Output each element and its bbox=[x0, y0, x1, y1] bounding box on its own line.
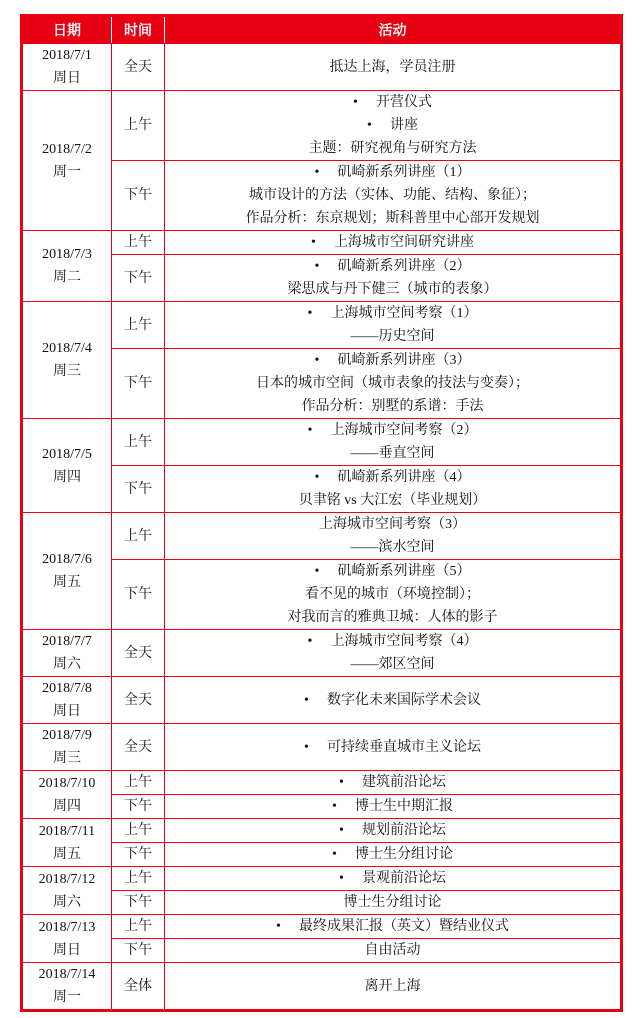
time-cell: 下午 bbox=[112, 349, 165, 419]
activity-line: 贝聿铭 vs 大江宏（毕业规划） bbox=[298, 493, 487, 508]
date-cell bbox=[22, 867, 112, 915]
weekday-text: 周日 bbox=[53, 71, 81, 86]
schedule-row bbox=[22, 939, 622, 963]
date-text: 2018/7/3 bbox=[42, 247, 92, 262]
activity-bullet-line: • 矶崎新系列讲座（1） bbox=[165, 161, 620, 184]
date-cell bbox=[22, 819, 112, 867]
date-text: 2018/7/11 bbox=[38, 823, 96, 839]
activity-line: ——历史空间 bbox=[350, 329, 435, 344]
time-cell: 上午 bbox=[112, 915, 165, 939]
weekday-text: 周日 bbox=[53, 942, 81, 958]
activity-line: 梁思成与丹下健三（城市的表象） bbox=[287, 282, 498, 297]
date-cell bbox=[22, 513, 112, 630]
activity-bullet-line: • 开营仪式 bbox=[165, 91, 620, 114]
date-cell bbox=[22, 677, 112, 724]
activity-bullet-line: • 数字化未来国际学术会议 bbox=[165, 689, 620, 712]
schedule-row bbox=[22, 91, 622, 161]
time-cell: 下午 bbox=[112, 795, 165, 819]
date-cell bbox=[22, 302, 112, 419]
time-cell: 上午 bbox=[112, 91, 165, 161]
activity-cell bbox=[165, 231, 622, 255]
time-cell: 上午 bbox=[112, 302, 165, 349]
activity-line: 作品分析：别墅的系谱：手法 bbox=[301, 399, 484, 414]
activity-bullet-line: • 景观前沿论坛 bbox=[165, 867, 620, 890]
schedule-row bbox=[22, 819, 622, 843]
weekday-text: 周四 bbox=[53, 798, 81, 814]
weekday-text: 周一 bbox=[53, 990, 81, 1005]
schedule-row bbox=[22, 771, 622, 795]
activity-line: 城市设计的方法（实体、功能、结构、象征）； bbox=[249, 188, 536, 203]
activity-bullet-line: • 矶崎新系列讲座（2） bbox=[165, 255, 620, 278]
activity-bullet-line: • 讲座 bbox=[165, 114, 620, 137]
time-cell: 全天 bbox=[112, 630, 165, 677]
weekday-text: 周三 bbox=[53, 364, 81, 379]
schedule-row bbox=[22, 513, 622, 560]
date-text: 2018/7/9 bbox=[42, 728, 92, 743]
header-time: 时间 bbox=[112, 16, 165, 44]
time-cell: 上午 bbox=[112, 419, 165, 466]
time-cell: 上午 bbox=[112, 513, 165, 560]
schedule-container bbox=[20, 14, 620, 1005]
activity-cell bbox=[165, 560, 622, 630]
activity-line: ——郊区空间 bbox=[350, 657, 435, 672]
time-cell: 下午 bbox=[112, 466, 165, 513]
activity-cell bbox=[165, 724, 622, 771]
activity-line: ——垂直空间 bbox=[350, 446, 435, 461]
header-date: 日期 bbox=[22, 16, 112, 44]
schedule-row bbox=[22, 255, 622, 302]
weekday-text: 周一 bbox=[53, 164, 81, 180]
schedule-table bbox=[20, 14, 623, 1012]
header-row bbox=[22, 16, 622, 44]
activity-line: 离开上海 bbox=[364, 978, 421, 994]
time-cell: 下午 bbox=[112, 560, 165, 630]
weekday-text: 周五 bbox=[53, 846, 81, 862]
time-cell: 上午 bbox=[112, 771, 165, 795]
date-text: 2018/7/6 bbox=[42, 552, 92, 567]
activity-bullet-line: • 博士生分组讨论 bbox=[165, 843, 620, 866]
weekday-text: 周六 bbox=[53, 894, 81, 910]
activity-cell bbox=[165, 255, 622, 302]
schedule-row bbox=[22, 915, 622, 939]
time-cell: 下午 bbox=[112, 891, 165, 915]
date-text: 2018/7/1 bbox=[42, 48, 92, 63]
date-text: 2018/7/13 bbox=[38, 919, 96, 935]
activity-cell bbox=[165, 867, 622, 891]
time-cell: 下午 bbox=[112, 255, 165, 302]
time-cell: 全体 bbox=[112, 963, 165, 1011]
activity-line: 自由活动 bbox=[364, 943, 421, 958]
date-text: 2018/7/4 bbox=[42, 341, 92, 356]
activity-line: 上海城市空间考察（3） bbox=[319, 517, 466, 532]
activity-cell bbox=[165, 419, 622, 466]
date-text: 2018/7/14 bbox=[38, 967, 96, 982]
activity-bullet-line: • 博士生中期汇报 bbox=[165, 795, 620, 818]
activity-bullet-line: • 建筑前沿论坛 bbox=[165, 771, 620, 794]
activity-cell bbox=[165, 91, 622, 161]
schedule-row bbox=[22, 724, 622, 771]
schedule-row bbox=[22, 349, 622, 419]
weekday-text: 周二 bbox=[53, 270, 81, 285]
activity-line: 博士生分组讨论 bbox=[343, 895, 442, 910]
activity-cell bbox=[165, 819, 622, 843]
activity-bullet-line: • 矶崎新系列讲座（3） bbox=[165, 349, 620, 372]
activity-cell bbox=[165, 771, 622, 795]
activity-cell bbox=[165, 44, 622, 91]
activity-cell bbox=[165, 891, 622, 915]
activity-bullet-line: • 上海城市空间考察（1） bbox=[165, 302, 620, 325]
date-cell bbox=[22, 630, 112, 677]
date-cell bbox=[22, 91, 112, 231]
activity-bullet-line: • 上海城市空间研究讲座 bbox=[165, 231, 620, 254]
header-activity: 活动 bbox=[165, 16, 622, 44]
activity-line: 抵达上海，学员注册 bbox=[329, 59, 456, 75]
activity-cell bbox=[165, 513, 622, 560]
activity-line: ——滨水空间 bbox=[350, 540, 435, 555]
time-cell: 全天 bbox=[112, 677, 165, 724]
schedule-row bbox=[22, 867, 622, 891]
activity-cell bbox=[165, 843, 622, 867]
activity-bullet-line: • 矶崎新系列讲座（4） bbox=[165, 466, 620, 489]
date-cell bbox=[22, 231, 112, 302]
schedule-row bbox=[22, 891, 622, 915]
activity-cell bbox=[165, 963, 622, 1011]
date-cell bbox=[22, 419, 112, 513]
schedule-row bbox=[22, 302, 622, 349]
activity-cell bbox=[165, 939, 622, 963]
date-text: 2018/7/8 bbox=[42, 681, 92, 696]
activity-cell bbox=[165, 161, 622, 231]
date-text: 2018/7/5 bbox=[42, 446, 92, 462]
date-cell bbox=[22, 963, 112, 1011]
activity-bullet-line: • 矶崎新系列讲座（5） bbox=[165, 560, 620, 583]
schedule-row bbox=[22, 560, 622, 630]
time-cell: 上午 bbox=[112, 819, 165, 843]
activity-cell bbox=[165, 677, 622, 724]
activity-bullet-line: • 规划前沿论坛 bbox=[165, 819, 620, 842]
time-cell: 全天 bbox=[112, 44, 165, 91]
time-cell: 下午 bbox=[112, 939, 165, 963]
activity-line: 看不见的城市（环境控制）； bbox=[305, 587, 480, 602]
time-cell: 下午 bbox=[112, 843, 165, 867]
weekday-text: 周六 bbox=[53, 657, 81, 672]
weekday-text: 周五 bbox=[53, 575, 81, 590]
date-text: 2018/7/10 bbox=[38, 775, 96, 791]
date-cell bbox=[22, 724, 112, 771]
activity-cell bbox=[165, 349, 622, 419]
date-text: 2018/7/7 bbox=[42, 634, 92, 649]
activity-cell bbox=[165, 302, 622, 349]
activity-cell bbox=[165, 915, 622, 939]
activity-line: 作品分析：东京规划；斯科普里中心部开发规划 bbox=[245, 211, 540, 226]
time-cell: 上午 bbox=[112, 231, 165, 255]
activity-line: 日本的城市空间（城市表象的技法与变奏）； bbox=[256, 376, 529, 391]
time-cell: 全天 bbox=[112, 724, 165, 771]
activity-line: 对我而言的雅典卫城：人体的影子 bbox=[287, 610, 498, 625]
activity-bullet-line: • 上海城市空间考察（4） bbox=[165, 630, 620, 653]
activity-cell bbox=[165, 630, 622, 677]
weekday-text: 周三 bbox=[53, 751, 81, 766]
schedule-row bbox=[22, 419, 622, 466]
date-cell bbox=[22, 44, 112, 91]
date-text: 2018/7/2 bbox=[42, 141, 92, 157]
weekday-text: 周日 bbox=[53, 704, 81, 719]
weekday-text: 周四 bbox=[53, 469, 81, 485]
schedule-row bbox=[22, 963, 622, 1011]
date-text: 2018/7/12 bbox=[38, 871, 96, 887]
schedule-row bbox=[22, 677, 622, 724]
date-cell bbox=[22, 771, 112, 819]
activity-line: 主题：研究视角与研究方法 bbox=[308, 141, 477, 156]
schedule-row bbox=[22, 231, 622, 255]
schedule-row bbox=[22, 795, 622, 819]
activity-cell bbox=[165, 466, 622, 513]
schedule-row bbox=[22, 630, 622, 677]
date-cell bbox=[22, 915, 112, 963]
activity-bullet-line: • 可持续垂直城市主义论坛 bbox=[165, 736, 620, 759]
schedule-row bbox=[22, 44, 622, 91]
time-cell: 上午 bbox=[112, 867, 165, 891]
schedule-row bbox=[22, 843, 622, 867]
activity-bullet-line: • 最终成果汇报（英文）暨结业仪式 bbox=[165, 915, 620, 938]
schedule-row bbox=[22, 466, 622, 513]
activity-bullet-line: • 上海城市空间考察（2） bbox=[165, 419, 620, 442]
activity-cell bbox=[165, 795, 622, 819]
schedule-row bbox=[22, 161, 622, 231]
schedule-body bbox=[22, 44, 622, 1011]
time-cell: 下午 bbox=[112, 161, 165, 231]
